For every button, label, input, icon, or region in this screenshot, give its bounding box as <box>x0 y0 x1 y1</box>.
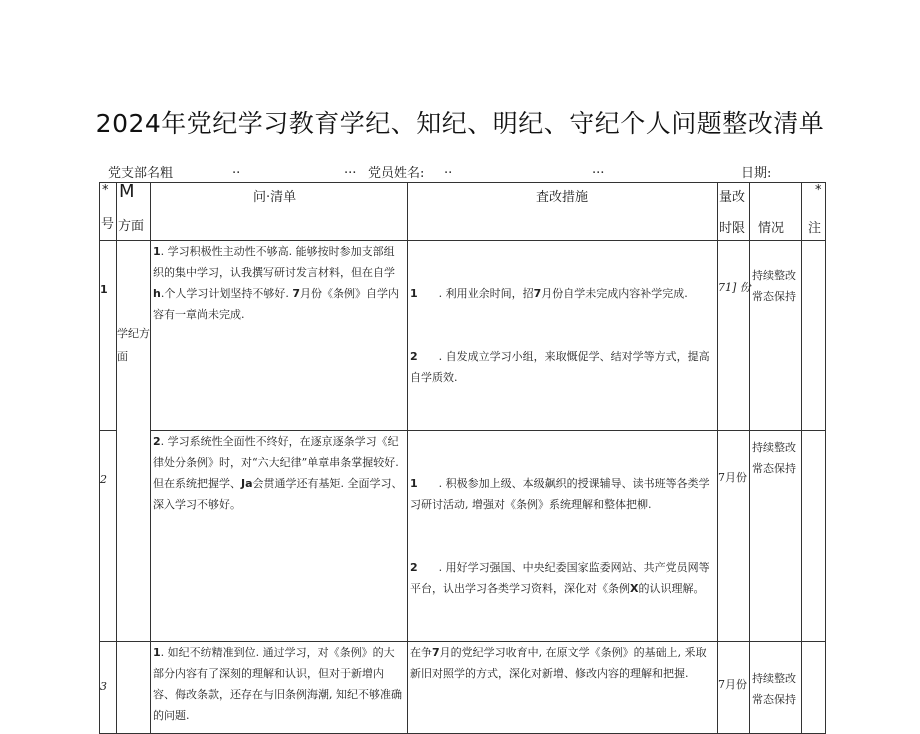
measures-cell: 1 . 积极参加上级、本级飙织的授课辅导、读书班等各类学习研讨活动, 增强对《条例》系统理解和整体把柳. 2 . 用好学习强国、中央纪委国家监委网站、共产党员网等平台，认出学习各类学习资料，深化对《条例X的认识理解。 <box>408 431 718 642</box>
status-cell: 持续整改 常态保持 <box>750 431 802 642</box>
header-row <box>100 183 826 241</box>
aspect-cell: 学纪方 面 <box>117 241 151 642</box>
measures-cell: 1 . 利用业余时间，招7月份自学未完成内容补学完成. 2 . 自发成立学习小组，来取慨促学、结对学等方式，提高自学质效. <box>408 241 718 431</box>
deadline-cell: 7月份 <box>718 642 750 734</box>
problem-cell: 1. 学习积极性主动性不够高. 能够按时参加支部组织的集中学习，认我撰写研讨发言材料，但在自学h.个人学习计划坚持不够好. 7月份《条例》自学内容有一章尚未完成. <box>151 241 408 431</box>
rectification-table <box>99 182 826 734</box>
deadline-cell: 71] 份 <box>718 241 750 431</box>
header-note: * 注 <box>802 183 826 241</box>
table-row <box>100 241 826 431</box>
header-deadline: 量改 时限 <box>718 183 750 241</box>
header-measures: 査改措施 <box>408 183 718 241</box>
row-number: 2 <box>100 431 117 642</box>
row-number: 1 <box>100 241 117 431</box>
table-row <box>100 431 826 642</box>
note-cell <box>802 241 826 431</box>
measures-cell: 在争7月的党纪学习收育中, 在原文学《条例》的基础上, 釆取新旧对照学的方式，深化对新增、修改内容的理解和把握. <box>408 642 718 734</box>
status-cell: 持续整改 常态保持 <box>750 642 802 734</box>
branch-label: 党支部名粗 <box>108 166 174 181</box>
deadline-cell: 7月份 <box>718 431 750 642</box>
aspect-cell-empty <box>117 642 151 734</box>
problem-cell: 1. 如纪不纺精准到位. 通过学习，对《条例》的大部分内容有了深刻的理解和认识，但对于新增内容、侮改条款，还存在与旧条例海潮, 知纪不够准确的问题. <box>151 642 408 734</box>
status-cell: 持续整改 常态保持 <box>750 241 802 431</box>
header-num: * 号 <box>100 183 117 241</box>
branch-dots-a: .. <box>232 162 241 177</box>
row-number: 3 <box>100 642 117 734</box>
member-dots-d: ... <box>592 162 605 177</box>
member-dots-c: .. <box>444 162 453 177</box>
header-problem: 问·清单 <box>151 183 408 241</box>
problem-cell: 2. 学习系统性全面性不终好，在逐京逐条学习《纪律处分条例》时，对“六大纪律”单章串条掌握较好. 但在系统把握学、Ja会贯通学还有基矩. 全面学习、深入学习不够好。 <box>151 431 408 642</box>
note-cell <box>802 431 826 642</box>
header-status: 情况 <box>750 183 802 241</box>
date-label: 日期: <box>741 166 772 181</box>
page-title: 2024年党纪学习教育学纪、知纪、明纪、守纪个人问题整改清单 <box>95 109 825 138</box>
header-aspect: M 方面 <box>117 183 151 241</box>
member-label: 党员姓名: <box>368 166 425 181</box>
branch-dots-b: ... <box>344 162 357 177</box>
table-row <box>100 642 826 734</box>
note-cell <box>802 642 826 734</box>
